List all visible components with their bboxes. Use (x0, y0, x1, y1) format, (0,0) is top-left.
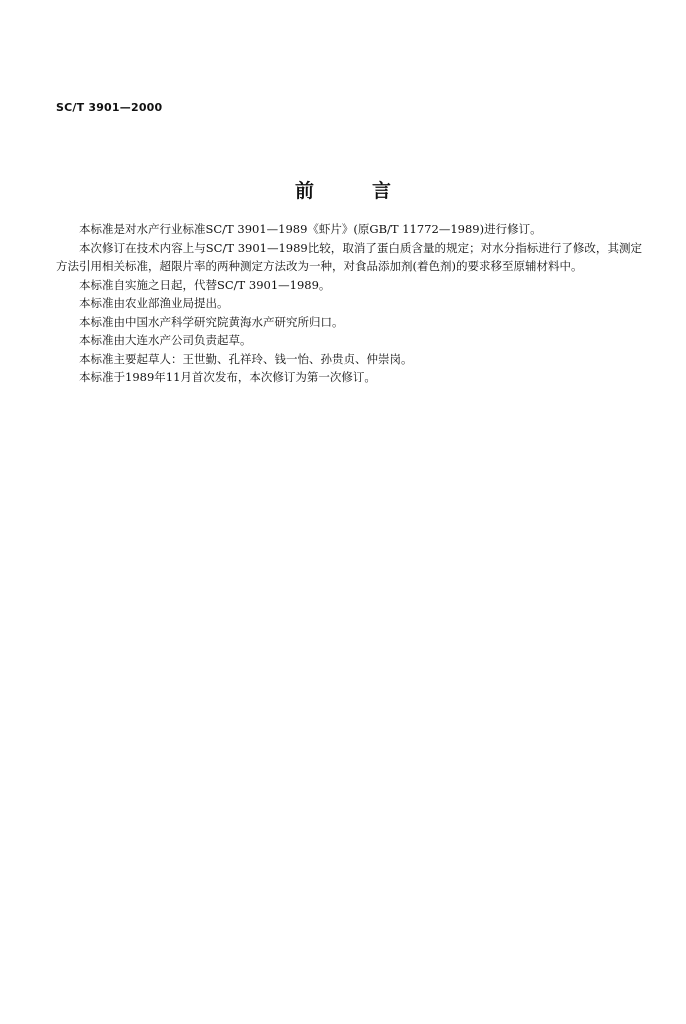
foreword-body (56, 220, 642, 387)
page-title: 前言 (294, 180, 449, 202)
paragraph-administrator: 本标准由中国水产科学研究院黄海水产研究所归口。 (79, 314, 344, 329)
standard-code: SC/T 3901—2000 (56, 101, 163, 114)
paragraph-history: 本标准于1989年11月首次发布，本次修订为第一次修订。 (79, 370, 376, 384)
paragraph-proposer: 本标准由农业部渔业局提出。 (79, 296, 229, 310)
paragraph-replacement: 本标准自实施之日起，代替SC/T 3901—1989。 (79, 277, 331, 292)
paragraph-drafters: 本标准主要起草人：王世勤、孔祥玲、钱一怡、孙贵贞、仲崇岗。 (79, 351, 413, 366)
paragraph-revision-basis: 本标准是对水产行业标准SC/T 3901—1989《虾片》(原GB/T 11772—1989)进行修订。 (79, 222, 542, 236)
paragraph-drafting-org: 本标准由大连水产公司负责起草。 (79, 333, 252, 347)
paragraph-revision-changes: 本次修订在技术内容上与SC/T 3901—1989比较，取消了蛋白质含量的规定；对水分指标进行了修改，其测定方法引用相关标准，超限片率的两种测定方法改为一种，对食品添加剂(着色剂)的要求移至原辅材料中。 (56, 240, 642, 273)
